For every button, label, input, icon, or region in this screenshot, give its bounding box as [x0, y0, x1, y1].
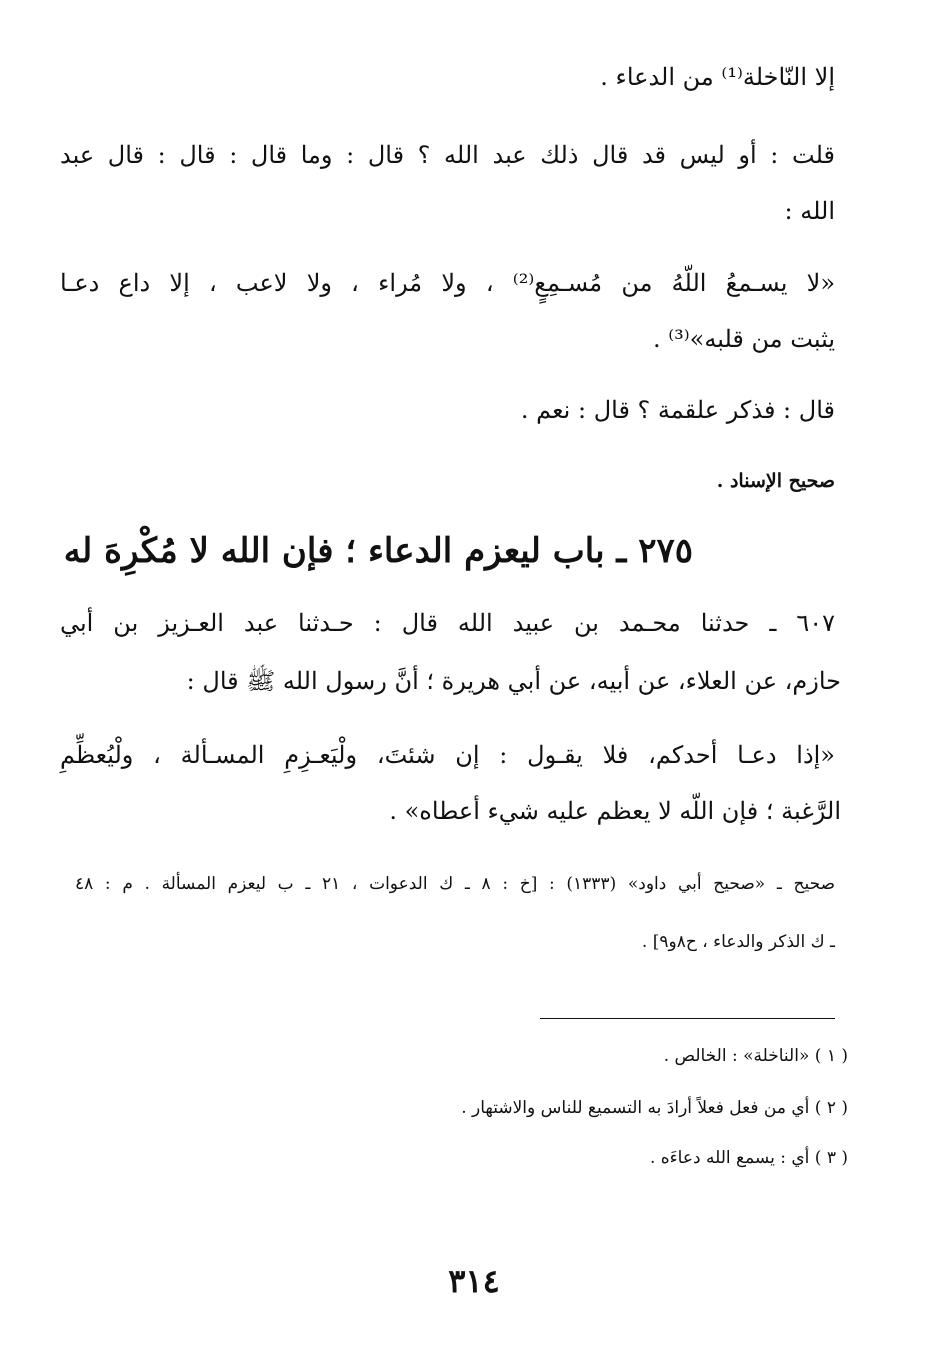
- grading-label: صحيح الإسناد .: [716, 470, 835, 492]
- takhrij-line: صحيح ـ «صحيح أبي داود» (١٣٣٣) : [خ : ٨ ـ ك الدعوات ، ٢١ ـ ب ليعزم المسألة . م : ٤٨: [75, 874, 836, 894]
- text-line: قلت : أو ليس قد قال ذلك عبد الله ؟ قال : وما قال : قال : قال عبد: [60, 141, 836, 169]
- text-line: قال : فذكر علقمة ؟ قال : نعم .: [520, 396, 835, 424]
- footnote-3: ( ٣ ) أي : يسمع الله دعاءَه .: [649, 1148, 848, 1168]
- footnote-1: ( ١ ) «الناخلة» : الخالص .: [663, 1046, 848, 1066]
- hadith-text-line: يثبت من قلبه»⁽³⁾ .: [653, 325, 835, 353]
- isnad-line: ٦٠٧ ـ حدثنا محـمد بن عبيد الله قال : حـدثنا عبد العـزيز بن أبي: [60, 609, 835, 637]
- footnote-2: ( ٢ ) أي من فعل فعلاً أرادَ به التسميع للناس والاشتهار .: [461, 1098, 848, 1118]
- takhrij-line: ـ ك الذكر والدعاء ، ح٨و٩] .: [641, 932, 835, 952]
- page-number: ٣١٤: [448, 1262, 500, 1300]
- isnad-line: حازم، عن العلاء، عن أبيه، عن أبي هريرة ؛ أنَّ رسول الله ﷺ قال :: [186, 667, 841, 695]
- hadith-text-line: «إذا دعـا أحدكم، فلا يقـول : إن شئتَ، ولْيَعـزِمِ المسـألة ، ولْيُعظِّمِ: [60, 741, 835, 769]
- text-line: إلا النّاخلة⁽¹⁾ من الدعاء .: [600, 63, 835, 91]
- hadith-text-line: «لا يسـمعُ اللّهُ من مُسـمِعٍ⁽²⁾ ، ولا مُراء ، ولا لاعب ، إلا داع دعـا: [60, 269, 836, 297]
- footnote-divider: [540, 1018, 835, 1019]
- chapter-heading: ٢٧٥ ـ باب ليعزم الدعاء ؛ فإن الله لا مُكْرِهَ له: [63, 531, 693, 571]
- text-line: الله :: [784, 197, 835, 225]
- hadith-text-line: الرَّغبة ؛ فإن اللّه لا يعظم عليه شيء أعطاه» .: [389, 797, 841, 825]
